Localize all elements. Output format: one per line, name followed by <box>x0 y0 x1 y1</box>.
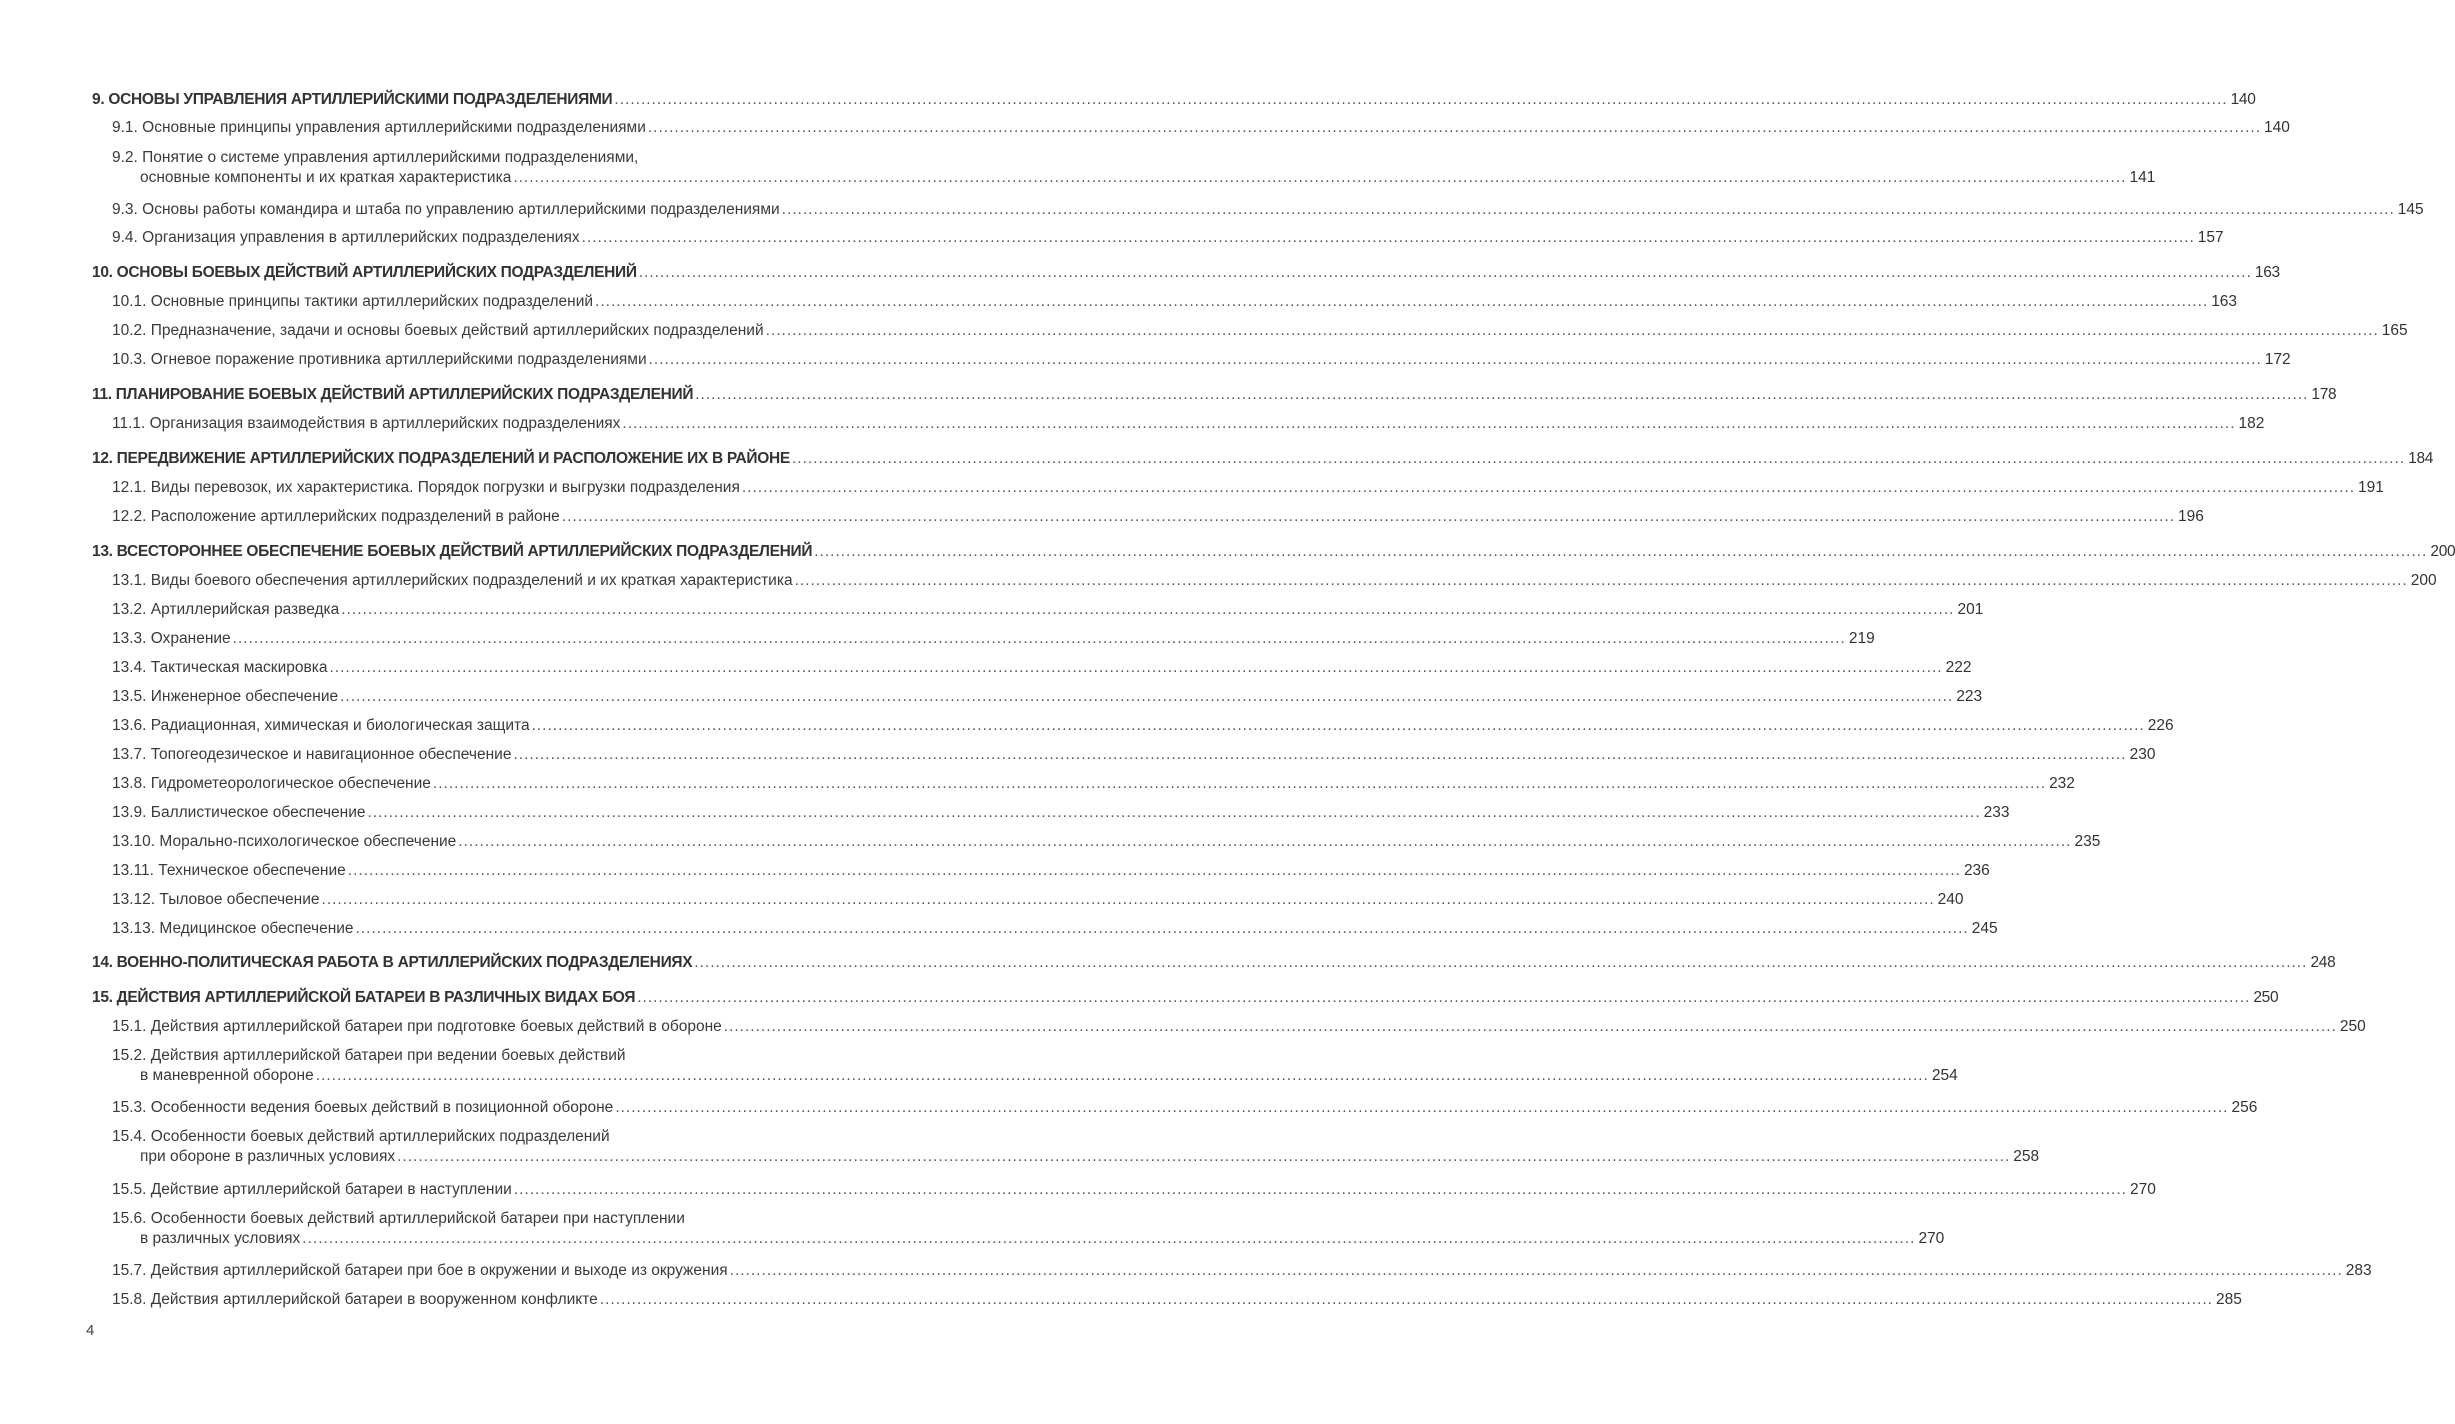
toc-section-entry <box>92 350 2291 370</box>
toc-section-entry <box>92 629 1875 649</box>
dot-leader <box>368 803 1981 823</box>
entry-title: 15.5. Действие артиллерийской батареи в наступлении <box>112 1181 512 1198</box>
entry-title: 9. ОСНОВЫ УПРАВЛЕНИЯ АРТИЛЛЕРИЙСКИМИ ПОДРАЗДЕЛЕНИЯМИ <box>92 91 613 108</box>
entry-line <box>92 449 2434 469</box>
entry-page-number: 233 <box>1983 804 2010 821</box>
toc-chapter-entry <box>92 953 2336 973</box>
dot-leader <box>695 385 2308 405</box>
entry-line <box>112 168 2156 188</box>
entry-title: основные компоненты и их краткая характеристика <box>140 169 512 186</box>
dot-leader <box>562 507 2175 527</box>
entry-title: 13.3. Охранение <box>112 630 231 647</box>
toc-section-entry <box>92 200 2424 220</box>
dot-leader <box>649 350 2262 370</box>
dot-leader <box>795 571 2408 591</box>
entry-line <box>92 263 2280 283</box>
entry-title: при обороне в различных условиях <box>140 1148 396 1165</box>
entry-title: 13.11. Техническое обеспечение <box>112 862 346 879</box>
entry-title: 15.1. Действия артиллерийской батареи при подготовке боевых действий в обороне <box>112 1018 722 1035</box>
toc-section-entry <box>92 571 2437 591</box>
entry-title: 13.10. Морально-психологическое обеспечение <box>112 833 457 850</box>
dot-leader <box>622 414 2235 434</box>
entry-line <box>112 890 1964 910</box>
entry-line <box>112 292 2238 312</box>
entry-title: 9.3. Основы работы командира и штаба по управлению артиллерийскими подразделениями <box>112 201 780 218</box>
dot-leader <box>302 1229 1915 1249</box>
entry-page-number: 232 <box>2049 775 2075 792</box>
toc-chapter-entry <box>92 90 2256 110</box>
entry-title: 13.6. Радиационная, химическая и биологическая защита <box>112 717 530 734</box>
dot-leader <box>532 716 2145 736</box>
entry-page-number: 226 <box>2147 717 2174 734</box>
entry-line <box>112 803 2010 823</box>
entry-page-number: 283 <box>2345 1262 2372 1279</box>
toc-section-entry <box>92 803 2010 823</box>
entry-title: 12.1. Виды перевозок, их характеристика. Порядок погрузки и выгрузки подразделения <box>112 479 740 496</box>
dot-leader <box>730 1261 2343 1281</box>
entry-page-number: 163 <box>2254 264 2280 281</box>
entry-page-number: 256 <box>2231 1099 2258 1116</box>
page-number: 4 <box>86 1322 95 1339</box>
dot-leader <box>458 832 2071 852</box>
toc-section-entry <box>92 414 2265 434</box>
toc-section-entry <box>92 919 1998 939</box>
entry-title: 13.13. Медицинское обеспечение <box>112 920 354 937</box>
entry-line <box>112 629 1875 649</box>
entry-page-number: 196 <box>2177 508 2204 525</box>
entry-page-number: 254 <box>1931 1067 1958 1084</box>
entry-line <box>112 687 1983 707</box>
entry-title-line1: 15.4. Особенности боевых действий артиллерийских подразделений <box>112 1128 610 1145</box>
entry-line <box>112 1261 2372 1281</box>
toc-section-entry <box>92 861 1990 881</box>
entry-page-number: 235 <box>2074 833 2101 850</box>
toc-chapter-entry <box>92 385 2337 405</box>
entry-title: 12.2. Расположение артиллерийских подразделений в районе <box>112 508 560 525</box>
dot-leader <box>341 600 1954 620</box>
entry-page-number: 201 <box>1957 601 1984 618</box>
entry-line <box>112 861 1990 881</box>
toc-chapter-entry <box>92 542 2455 562</box>
entry-page-number: 240 <box>1937 891 1964 908</box>
dot-leader <box>329 658 1942 678</box>
toc-section-entry <box>92 745 2156 765</box>
entry-title: 11.1. Организация взаимодействия в артиллерийских подразделениях <box>112 415 621 432</box>
dot-leader <box>637 988 2250 1008</box>
entry-page-number: 165 <box>2381 322 2408 339</box>
entry-page-number: 140 <box>2264 119 2290 136</box>
dot-leader <box>582 228 2195 248</box>
toc-section-entry <box>92 658 1972 678</box>
entry-line <box>92 988 2279 1008</box>
entry-title: 15.8. Действия артиллерийской батареи в вооруженном конфликте <box>112 1291 598 1308</box>
entry-line <box>112 919 1998 939</box>
toc-section-entry <box>92 1017 2366 1037</box>
entry-line <box>112 1290 2242 1310</box>
toc-section-entry <box>92 716 2174 736</box>
toc-section-entry <box>92 1290 2242 1310</box>
entry-title: 10.2. Предназначение, задачи и основы боевых действий артиллерийских подразделений <box>112 322 764 339</box>
toc-section-entry <box>92 1098 2258 1118</box>
entry-page-number: 230 <box>2129 746 2156 763</box>
entry-line <box>112 414 2265 434</box>
entry-title-line1: 15.2. Действия артиллерийской батареи при ведении боевых действий <box>112 1047 626 1064</box>
entry-line <box>112 716 2174 736</box>
dot-leader <box>356 919 1969 939</box>
entry-page-number: 200 <box>2430 543 2455 560</box>
entry-line <box>92 953 2336 973</box>
toc-section-entry <box>92 148 2156 188</box>
dot-leader <box>233 629 1846 649</box>
entry-line <box>92 90 2256 110</box>
entry-page-number: 250 <box>2253 989 2279 1006</box>
entry-title: 13.4. Тактическая маскировка <box>112 659 328 676</box>
toc-section-entry <box>92 832 2101 852</box>
entry-line <box>112 478 2384 498</box>
entry-page-number: 145 <box>2397 201 2424 218</box>
dot-leader <box>782 200 2395 220</box>
entry-page-number: 223 <box>1956 688 1983 705</box>
dot-leader <box>513 168 2126 188</box>
toc-section-entry <box>92 1209 1945 1249</box>
entry-line <box>112 118 2290 138</box>
dot-leader <box>397 1147 2010 1167</box>
entry-page-number: 285 <box>2215 1291 2242 1308</box>
entry-page-number: 178 <box>2311 386 2337 403</box>
toc-section-entry <box>92 1261 2372 1281</box>
entry-line <box>112 1066 1958 1086</box>
entry-line <box>112 1147 2040 1167</box>
entry-line <box>112 1098 2258 1118</box>
dot-leader <box>766 321 2379 341</box>
entry-page-number: 245 <box>1971 920 1998 937</box>
dot-leader <box>614 90 2227 110</box>
toc-chapter-entry <box>92 449 2434 469</box>
entry-page-number: 140 <box>2230 91 2256 108</box>
entry-line <box>112 1229 1945 1249</box>
dot-leader <box>433 774 2046 794</box>
entry-page-number: 258 <box>2013 1148 2040 1165</box>
toc-chapter-entry <box>92 263 2280 283</box>
entry-page-number: 222 <box>1945 659 1972 676</box>
dot-leader <box>694 953 2307 973</box>
entry-line <box>112 228 2224 248</box>
dot-leader <box>348 861 1961 881</box>
entry-title: 13.5. Инженерное обеспечение <box>112 688 339 705</box>
entry-title: 15.7. Действия артиллерийской батареи при бое в окружении и выходе из окружения <box>112 1262 728 1279</box>
dot-leader <box>814 542 2427 562</box>
entry-title: 11. ПЛАНИРОВАНИЕ БОЕВЫХ ДЕЙСТВИЙ АРТИЛЛЕРИЙСКИХ ПОДРАЗДЕЛЕНИЙ <box>92 386 694 403</box>
entry-title: 13. ВСЕСТОРОННЕЕ ОБЕСПЕЧЕНИЕ БОЕВЫХ ДЕЙСТВИЙ АРТИЛЛЕРИЙСКИХ ПОДРАЗДЕЛЕНИЙ <box>92 543 813 560</box>
toc-section-entry <box>92 292 2238 312</box>
entry-page-number: 236 <box>1963 862 1990 879</box>
entry-title: 10. ОСНОВЫ БОЕВЫХ ДЕЙСТВИЙ АРТИЛЛЕРИЙСКИХ ПОДРАЗДЕЛЕНИЙ <box>92 264 637 281</box>
dot-leader <box>322 890 1935 910</box>
entry-page-number: 191 <box>2358 479 2384 496</box>
dot-leader <box>340 687 1953 707</box>
dot-leader <box>513 745 2126 765</box>
dot-leader <box>639 263 2252 283</box>
entry-title: 10.3. Огневое поражение противника артиллерийскими подразделениями <box>112 351 647 368</box>
entry-title: 13.2. Артиллерийская разведка <box>112 601 340 618</box>
entry-line <box>92 542 2455 562</box>
entry-title-line1: 9.2. Понятие о системе управления артиллерийскими подразделениями, <box>112 149 639 166</box>
entry-title: 9.4. Организация управления в артиллерийских подразделениях <box>112 229 580 246</box>
entry-page-number: 163 <box>2211 293 2238 310</box>
toc-section-entry <box>92 478 2384 498</box>
toc-section-entry <box>92 600 1984 620</box>
entry-title: 15. ДЕЙСТВИЯ АРТИЛЛЕРИЙСКОЙ БАТАРЕИ В РАЗЛИЧНЫХ ВИДАХ БОЯ <box>92 989 636 1006</box>
toc-section-entry <box>92 1127 2040 1167</box>
dot-leader <box>514 1180 2127 1200</box>
entry-line <box>112 571 2437 591</box>
entry-page-number: 157 <box>2197 229 2224 246</box>
dot-leader <box>316 1066 1929 1086</box>
entry-title: 13.12. Тыловое обеспечение <box>112 891 320 908</box>
entry-title: 15.3. Особенности ведения боевых действий в позиционной обороне <box>112 1099 614 1116</box>
entry-line <box>112 507 2204 527</box>
entry-line <box>92 385 2337 405</box>
entry-page-number: 184 <box>2408 450 2434 467</box>
dot-leader <box>648 118 2261 138</box>
toc-section-entry <box>92 507 2204 527</box>
toc-section-entry <box>92 687 1983 707</box>
dot-leader <box>595 292 2208 312</box>
entry-title: 13.8. Гидрометеорологическое обеспечение <box>112 775 431 792</box>
entry-page-number: 172 <box>2264 351 2291 368</box>
entry-title: 13.9. Баллистическое обеспечение <box>112 804 366 821</box>
toc-section-entry <box>92 1046 1958 1086</box>
toc-section-entry <box>92 321 2408 341</box>
entry-line <box>112 832 2101 852</box>
entry-page-number: 141 <box>2129 169 2156 186</box>
entry-page-number: 248 <box>2310 954 2336 971</box>
entry-page-number: 270 <box>1918 1230 1945 1247</box>
entry-title: 13.7. Топогеодезическое и навигационное обеспечение <box>112 746 512 763</box>
entry-line <box>112 658 1972 678</box>
dot-leader <box>724 1017 2337 1037</box>
entry-title: 12. ПЕРЕДВИЖЕНИЕ АРТИЛЛЕРИЙСКИХ ПОДРАЗДЕЛЕНИЙ И РАСПОЛОЖЕНИЕ ИХ В РАЙОНЕ <box>92 450 790 467</box>
entry-title: 9.1. Основные принципы управления артиллерийскими подразделениями <box>112 119 646 136</box>
toc-section-entry <box>92 118 2290 138</box>
toc-section-entry <box>92 228 2224 248</box>
entry-title: 10.1. Основные принципы тактики артиллерийских подразделений <box>112 293 594 310</box>
entry-line <box>112 1180 2156 1200</box>
toc-section-entry <box>92 1180 2156 1200</box>
entry-line <box>112 774 2075 794</box>
entry-line <box>112 200 2424 220</box>
entry-title: в маневренной обороне <box>140 1067 314 1084</box>
toc-section-entry <box>92 774 2075 794</box>
entry-page-number: 200 <box>2410 572 2437 589</box>
entry-line <box>112 600 1984 620</box>
entry-line <box>112 745 2156 765</box>
entry-page-number: 250 <box>2339 1018 2366 1035</box>
entry-title: в различных условиях <box>140 1230 301 1247</box>
entry-title: 13.1. Виды боевого обеспечения артиллерийских подразделений и их краткая характеристика <box>112 572 793 589</box>
entry-page-number: 219 <box>1848 630 1875 647</box>
entry-line <box>112 321 2408 341</box>
dot-leader <box>792 449 2405 469</box>
dot-leader <box>742 478 2355 498</box>
dot-leader <box>615 1098 2228 1118</box>
entry-title: 14. ВОЕННО-ПОЛИТИЧЕСКАЯ РАБОТА В АРТИЛЛЕРИЙСКИХ ПОДРАЗДЕЛЕНИЯХ <box>92 954 693 971</box>
entry-line <box>112 1017 2366 1037</box>
entry-title-line1: 15.6. Особенности боевых действий артиллерийской батареи при наступлении <box>112 1210 685 1227</box>
dot-leader <box>600 1290 2213 1310</box>
entry-line <box>112 350 2291 370</box>
entry-page-number: 270 <box>2129 1181 2156 1198</box>
entry-page-number: 182 <box>2238 415 2265 432</box>
toc-chapter-entry <box>92 988 2279 1008</box>
toc-section-entry <box>92 890 1964 910</box>
